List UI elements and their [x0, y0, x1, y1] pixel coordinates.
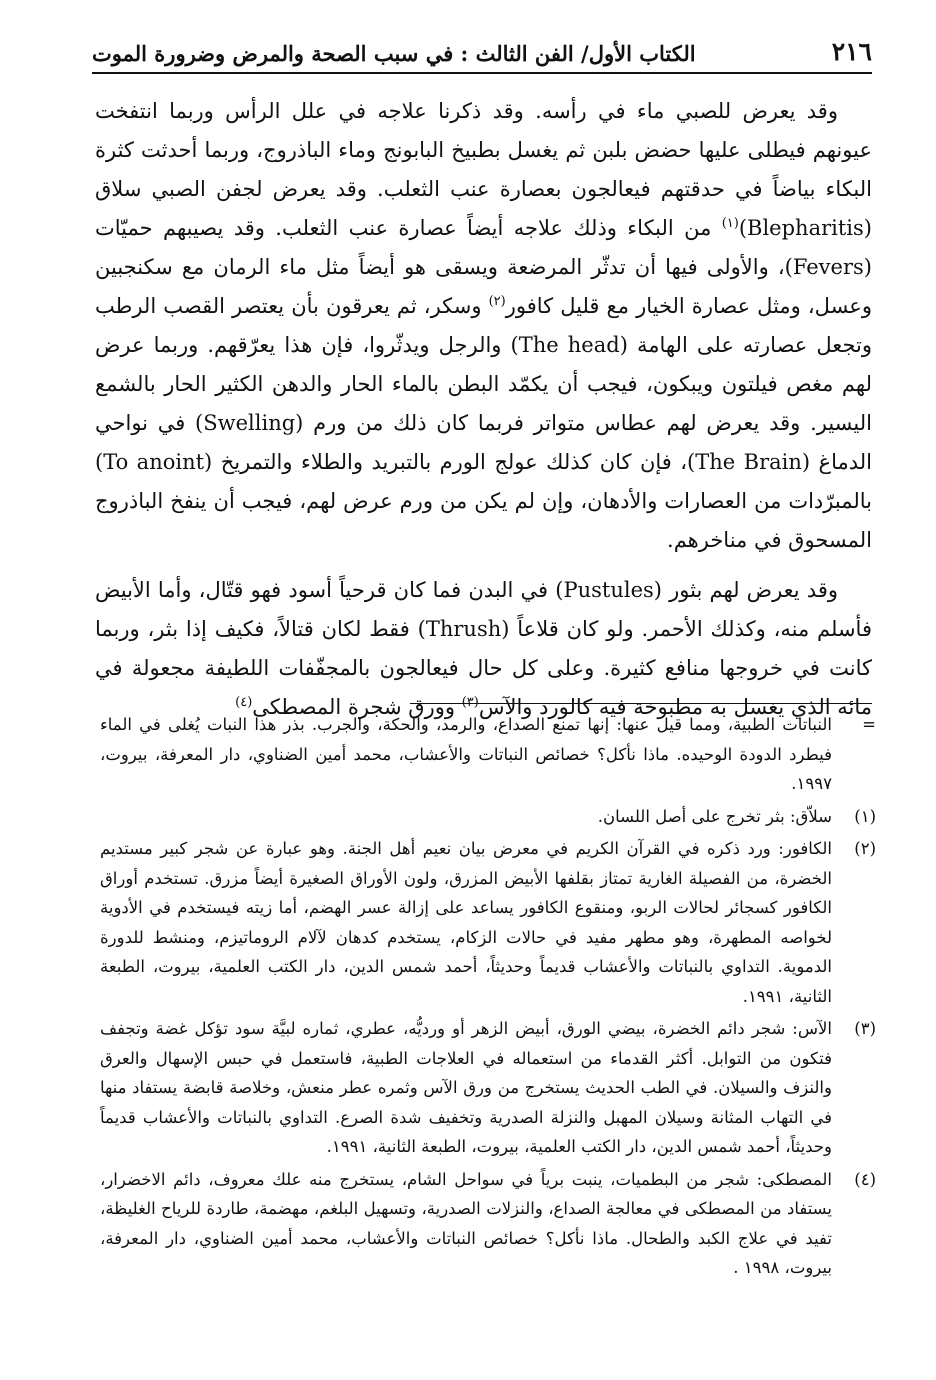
footnote-3 [100, 1014, 876, 1162]
footnotes [100, 710, 876, 1286]
running-head: الكتاب الأول/ الفن الثالث : في سبب الصحة والمرض وضرورة الموت [92, 41, 696, 66]
footnote-separator [410, 703, 872, 704]
page-header [92, 28, 872, 74]
footnote-text: المصطكى: شجر من البطميات، ينبت برياً في سواحل الشام، يستخرج منه علك معروف، دائم الاخضرار، يستفاد من المصطكى في معالجة الصداع، والنزلات الصدرية، وتسهيل البلغم، مهضمة، طاردة للرياح الغليظة، تفيد في علاج الكبد والطحال. ماذا نأكل؟ خصائص النباتات والأعشاب، محمد أمين الضناوي، دار المعرفة، بيروت، ١٩٩٨ . [100, 1169, 832, 1277]
footnote-marker: (٢) [854, 839, 876, 858]
paragraph-2-part-1: وقد يعرض لهم بثور (Pustules) في البدن فما كان قرحياً أسود فهو قتّال، وأما الأبيض فأسلم منه، وكذلك الأحمر. ولو كان قلاعاً (Thrush) فقط لكان قتالاً، فكيف إذا بثر، وربما كانت في خروجها منافع كثيرة. وعلى كل حال فيعالجون بالمجفّفات اللطيفة مجعولة في مائه الذي يغسل به مطبوخة فيه كالورد والآس [95, 578, 872, 719]
footnote-text: الكافور: ورد ذكره في القرآن الكريم في معرض بيان نعيم أهل الجنة. وهو عبارة عن شجر كبير مستديم الخضرة، من الفصيلة الغارية تمتاز بقلفها الأبيض المزرق، ولون الأوراق الصغيرة أيضاً مزرق. تستخدم أوراق الكافور كسجائر لحالات الربو، ومنقوع الكافور يساعد على إزالة عسر الهضم، أما زيته فيستخدم في الأدوية لخواصه المطهرة، وهو مطهر مفيد في حالات الزكام، يستخدم كدهان لآلام الروماتيزم، ومنشط للدورة الدموية. التداوي بالنباتات والأعشاب قديماً وحديثاً، أحمد شمس الدين، دار الكتب العلمية، بيروت، الطبعة الثانية، ١٩٩١. [100, 839, 832, 1006]
footnote-4 [100, 1165, 876, 1283]
page-number: ٢١٦ [831, 37, 872, 66]
paragraph-1-part-2: من البكاء وذلك علاجه أيضاً عصارة عنب الثعلب. وقد يصيبهم حميّات (Fevers)، والأولى فيها أن تدثّر المرضعة ويسقى هو أيضاً مثل ماء الرمان مع سكنجبين وعسل، ومثل عصارة الخيار مع قليل كافور [95, 216, 872, 318]
footnote-marker: (٤) [854, 1169, 876, 1189]
footnote-text: النباتات الطبية، ومما قيل عنها: إنها تمنع الصداع، والرمد، والحكة، والجرب. بذر هذا النبات يُغلى في الماء فيطرد الدودة الوحيده. ماذا نأكل؟ خصائص النباتات والأعشاب، محمد أمين الضناوي، دار المعرفة، بيروت، ١٩٩٧. [100, 715, 832, 793]
footnote-text: الآس: شجر دائم الخضرة، بيضي الورق، أبيض الزهر أو ورديُّه، عطري، ثماره لبيَّة سود تؤكل غضة وتجفف فتكون من التوابل. أكثر القدماء من استعماله في العلاجات الطبية، فاستعمل في حبس الإسهال والعرق والنزف والسيلان. في الطب الحديث يستخرج من ورق الآس وثمره عطر منعش، وخلاصة قابضة يستفاد منها في التهاب المثانة وسيلان المهبل والنزلة الصدرية وتخفيف شدة الصرع. التداوي بالنباتات والأعشاب قديماً وحديثاً، أحمد شمس الدين، دار الكتب العلمية، بيروت، الطبعة الثانية، ١٩٩١. [100, 1019, 832, 1156]
footnote-ref-4[interactable]: (٤) [235, 695, 253, 710]
footnote-ref-3[interactable]: (٣) [461, 695, 479, 710]
footnote-1 [100, 802, 876, 832]
footnote-marker: = [862, 715, 876, 734]
footnote-2 [100, 834, 876, 1011]
paragraph-1 [95, 92, 872, 560]
footnote-text: سلاّق: بثر تخرج على أصل اللسان. [597, 806, 832, 826]
main-text [95, 92, 872, 727]
footnote-continued [100, 710, 876, 799]
footnote-ref-1[interactable]: (١) [721, 216, 739, 231]
footnote-marker: (١) [854, 806, 876, 826]
paragraph-1-part-1: وقد يعرض للصبي ماء في رأسه. وقد ذكرنا علاجه في علل الرأس وربما انتفخت عيونهم فيطلى عليها حضض بلبن ثم يغسل بطبيخ البابونج وماء الباذروج، وربما أحدثت كثرة البكاء بياضاً في حدقتهم فيعالجون بعصارة عنب الثعلب. وقد يعرض لجفن الصبي سلاق (Blepharitis) [95, 99, 872, 240]
paragraph-1-part-3: وسكر، ثم يعرقون بأن يعتصر القصب الرطب وتجعل عصارته على الهامة (The head) والرجل ويدثّروا، فإن هذا يعرّقهم. وربما عرض لهم مغص فيلتون ويبكون، فيجب أن يكمّد البطن بالماء الحار والدهن الكثير الحار بالشمع اليسير. وقد يعرض لهم عطاس متواتر فربما كان ذلك من ورم (Swelling) في نواحي الدماغ (The Brain)، فإن كان كذلك عولج الورم بالتبريد والطلاء والتمريخ (To anoint) بالمبرّدات من العصارات والأدهان، وإن لم يكن من ورم عرض لهم، فيجب أن ينفخ الباذروج المسحوق في مناخرهم. [95, 294, 872, 552]
paragraph-2-part-2: وورق شجرة المصطكى [252, 695, 462, 719]
footnote-marker: (٣) [854, 1019, 876, 1038]
footnote-ref-2[interactable]: (٢) [488, 294, 506, 309]
